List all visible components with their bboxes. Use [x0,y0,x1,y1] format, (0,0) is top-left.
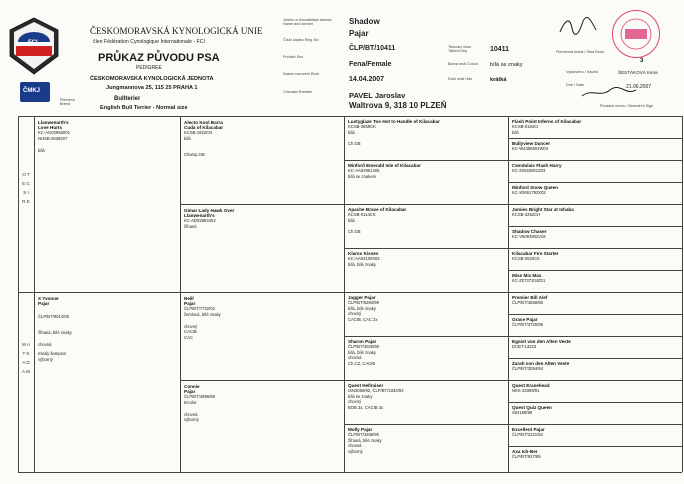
gen4-reg: S54168/89 [512,410,533,416]
gen3-color: bílá se znaky [348,393,373,399]
gen3-name: Apache Brave of Kilacabar [348,207,407,212]
gen2-color: žíhaná [184,224,197,229]
gen3-titles: Ch.GB [348,141,361,147]
gen3-name: Minford Emerald Isle of Kilacabar [348,163,421,168]
gen4-reg: ČLP/BT/927/89 [512,454,541,460]
gen3-reg: KC-AA02961405 [348,168,380,174]
gen3-cell-5 [348,295,379,323]
gen4-name: Jamies Bright Star at Ishaba [512,207,574,212]
gen2-name-2: Cuda of Kilacabar [184,125,224,131]
gen4-name: Quest Quiz Queen [512,405,552,410]
gen3-color: bílá [348,217,355,223]
gen4-name: Cwndulais Flash Harry [512,163,562,168]
dam-extra-1: chovná [38,341,52,347]
gen3-titles: chovný [348,311,362,317]
fci-logo-text: FCI [28,40,38,46]
label-regno: Číslo zápisu Reg. No [283,38,319,42]
sire-name: Llanwenarth's [38,120,69,125]
gen4-reg: ČLP/BT/3720/98 [512,322,543,328]
gen3-cell-6 [348,339,379,367]
org-member: člen Fédération Cynologique Internationale - FCI [93,39,205,45]
gen4-cell-16 [512,449,541,460]
dog-tattoo: 10411 [490,46,510,53]
gen4-name: Quest Erasehead [512,383,550,388]
signature-top [556,14,602,40]
issued-date: 21.06.2007 [626,84,652,90]
gen4-cell-12 [512,361,569,372]
gen3-color: bílá se znakem [348,173,377,179]
gen2-color: žemlová, bílé znaky [184,312,221,317]
gen3-titles: chovná [348,355,362,361]
gen4-reg: KC-W4356504W04 [512,146,549,152]
dog-name: Shadow [349,17,380,26]
gen4-name: Axa Ich-Ber [512,449,538,454]
label-studbook: Plemenná kniha / Stud Book [556,50,604,54]
sire-name-2: Love Hurts [38,125,62,131]
gen4-cell-6 [512,229,546,240]
jednota-address: Jungmannova 25, 115 25 PRAHA 1 [106,85,198,91]
gen2-titles: Champ.GB [184,151,205,157]
gen2-titles: chovný [184,323,198,329]
gen3-cell-2 [348,163,421,179]
label-color: Barva srsti Colour [448,62,479,66]
gen3-reg: KC-AA04109403 [348,256,380,262]
gen4-name: Shadow Chaser [512,229,547,234]
label-hair: Druh srsti Hair [448,77,473,81]
gen2-titles-2: výborný [184,417,199,423]
gen2-name: Neill [184,296,194,301]
gen4-reg: KCSB-0184CI [512,124,539,130]
gen2-reg: ČLP/BT/4996/98 [184,394,215,400]
gen2-name-2: Pajar [184,301,196,307]
sire-reg-2: NHSB-2638207 [38,136,68,141]
gen4-reg: KCSB-3252CH [512,212,541,218]
gen3-cell-1 [348,119,440,147]
gen3-titles-2: výborný [348,448,363,454]
gen3-reg: ČLP/BT/6394/99 [348,300,379,306]
breeder-address: Waltrova 9, 318 10 PLZEŇ [349,101,447,110]
label-date: Dne / Date [566,83,585,87]
gen3-reg: KCSB-0114CK [348,212,376,218]
dam-reg: ČLP/BT/9014/05 [38,314,69,320]
gen3-titles-2: CACIB, CAC 2x [348,316,378,322]
gen2-name: Alecto Kool Barra [184,120,223,125]
gen4-reg: ČLP/BT/3054/94 [512,366,543,372]
gen4-name: Zarah von den Alten Veste [512,361,570,366]
gen4-cell-10 [512,317,543,328]
dog-born: 14.04.2007 [349,76,385,83]
gen3-titles: chovná [348,443,362,449]
gen3-color: bílá, bílé znaky [348,349,376,355]
gen2-titles: chovná [184,411,198,417]
dog-sex: Fena/Female [349,61,392,68]
gen2-color: bílá [184,136,191,141]
gen3-name: Klaros Kisses [348,251,379,256]
doc-title: PRŮKAZ PŮVODU PSA [98,52,220,64]
gen4-reg: ČLP/BT/4658/96 [512,300,543,306]
gen3-titles-2: Ch.CZ, CACIB [348,360,376,366]
gen3-color: bílá, bílé znaky [348,305,376,311]
label-tattoo: Tetovací číslo Tattoo/Chip [448,45,472,54]
gen4-reg: ČLP/BT/2221/92 [512,432,543,438]
org-name: ČESKOMORAVSKÁ KYNOLOGICKÁ UNIE [90,26,263,36]
gen3-titles: Ch.GB [348,229,361,235]
gen2-cell-2 [184,208,234,230]
gen3-titles: chovný [348,399,362,405]
fci-logo [8,16,60,78]
gen3-name: Quest Hellraiser [348,383,384,388]
gen2-name-2: Llanwenarth's [184,213,215,219]
dam-color: žíhaná, bílé znaky [38,330,72,335]
gen3-reg: KCSB-3859CK [348,124,376,130]
signature-bottom [580,86,638,100]
gen4-name: Miss Mix Max [512,273,542,278]
dam-name-2: Pajar [38,301,50,307]
gen2-name: Gimar Lady Hawk Over [184,208,235,213]
gen4-cell-4 [512,185,558,196]
label-born: Datum narození Born [283,72,320,76]
gen3-name: Jagger Pajar [348,295,376,300]
dam-extra-2: mlady šampion [38,351,67,357]
gen2-cell-3 [184,296,221,340]
gen4-name: Excellent Pajar [512,427,545,432]
gen4-reg: NKK-33389/91 [512,388,540,394]
label-breed-warden: Poradce chovu / Breeder's Sign [600,104,654,108]
gen2-titles-2: CACIB [184,329,197,335]
gen4-cell-8 [512,273,545,284]
gen4-name: Grace Pajar [512,317,538,322]
gen2-cell-4 [184,384,215,423]
gen2-name-2: Pajar [184,389,196,395]
label-breeder: Chovatel Breeder [283,90,313,94]
sire-cell [38,120,70,153]
dog-color: bílá se znaky [490,62,523,68]
gen4-reg: KC-X0691793X02 [512,190,546,196]
official-stamp [612,10,660,58]
gen3-cell-4 [348,251,379,267]
gen4-reg: KC-V5094802V04 [512,234,546,240]
gen2-cell-1 [184,120,223,157]
gen4-name: Premier Bill Alef [512,295,548,300]
gen4-name: Bullyview Dancer [512,141,551,146]
dam-name: X Yvonne [38,296,59,301]
gen2-name: Connie [184,384,200,389]
gen3-titles-2: BOB 3x, CACIB 3x [348,404,384,410]
label-name: Jméno a chovatelská stanice Name and kennel [283,18,332,27]
gen4-name: Kilacabar Fire Starter [512,251,559,256]
gen3-reg: ČLP/BT/3268/95 [348,432,379,438]
gen3-name: Sharon Pajar [348,339,377,344]
dog-kennel: Pajar [349,29,369,38]
dam-extra-3: výborný [38,356,53,362]
gen4-cell-9 [512,295,547,306]
gen4-reg: DCBT-13223 [512,344,537,350]
gen3-color: bílá, bílé znaky [348,261,376,267]
gen3-cell-7 [348,383,403,411]
gen2-reg: ČLP/BT/7722/02 [184,306,215,312]
gen4-cell-1 [512,119,581,135]
gen4-color: bílá [512,129,519,135]
gen4-reg: KC-Z2540001Z03 [512,168,546,174]
gen4-name: Minford Snow Queen [512,185,558,190]
gen4-cell-2 [512,141,550,152]
studbook-number: 3 [640,58,644,64]
gen3-reg: ISN3069/92, ČLP/BT/3333/93 [348,388,404,394]
label-issued: Vystaveno / Issued [566,70,598,74]
gen3-name: Molly Pajar [348,427,373,432]
gen2-reg: KCSB-1922CN [184,130,213,136]
sire-reg: KC-AG02965001 [38,130,70,136]
sire-color: bílá [38,147,45,153]
gen3-reg: ČLP/BT/4025/96 [348,344,379,350]
gen4-cell-5 [512,207,574,218]
gen3-cell-8 [348,427,382,455]
dog-regno: ČLP/BT/10411 [349,45,396,52]
cmkj-logo-text: ČMKJ [23,88,41,94]
gen3-color: bílá [348,129,355,135]
gen4-cell-11 [512,339,571,350]
gen2-color: tricolor [184,400,197,405]
gen4-name: Flash Point Inferno of Kilacabar [512,119,582,124]
dam-side-label: M A T K A D A M [22,342,30,374]
dog-hair: krátká [490,77,507,83]
gen4-reg: KCSB-0520CK [512,256,540,262]
gen4-cell-14 [512,405,552,416]
breeder-name: PAVEL Jaroslav [349,91,406,100]
gen4-reg: KC-Z0737204Z01 [512,278,546,284]
sire-side-label: O T E C S I R E [22,172,30,204]
dam-cell [38,296,72,362]
label-breed: Plemeno Breed [60,98,75,107]
gen4-cell-15 [512,427,545,438]
breed-en: English Bull Terrier - Normal size [100,105,188,111]
gen3-name: Lustyglaze Too Hot to Handle of Kilacabar [348,119,440,124]
gen4-cell-7 [512,251,558,262]
gen2-titles-3: CAC [184,334,193,340]
label-sex: Pohlaví Sex [283,55,304,59]
gen4-cell-13 [512,383,550,394]
doc-subtitle: PEDIGREE [136,65,162,71]
issued-by: ŠESTÁKOVÁ Irena [618,70,658,75]
gen3-cell-3 [348,207,406,235]
jednota-name: ČESKOMORAVSKÁ KYNOLOGICKÁ JEDNOTA [90,76,214,82]
gen3-color: žíhaná, bílé znaky [348,437,382,443]
gen4-name: Egoist von den Alten Veste [512,339,571,344]
breed-cz: Bullterier [114,96,141,102]
gen4-cell-3 [512,163,562,174]
gen2-reg: KC-AD02884402 [184,218,216,224]
